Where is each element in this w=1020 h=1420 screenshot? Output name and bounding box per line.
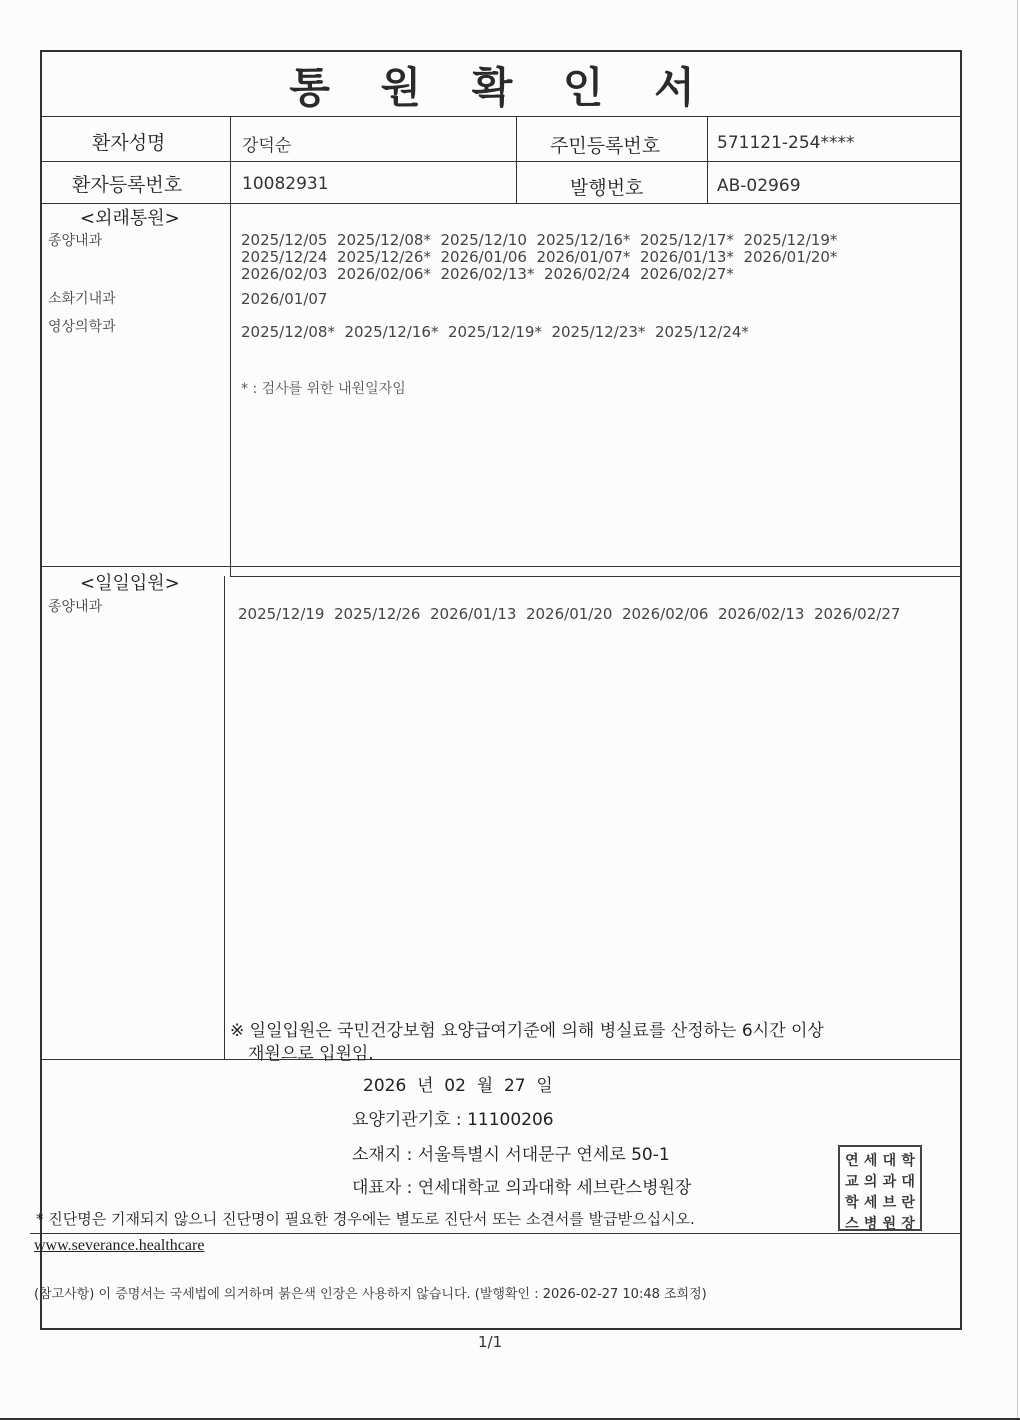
- document-title: 통 원 확 인 서: [289, 63, 713, 112]
- divider: [230, 116, 231, 203]
- patient-reg: 10082931: [242, 174, 329, 194]
- hospital-seal-icon: [838, 1145, 922, 1231]
- representative: 대표자 : 연세대학교 의과대학 세브란스병원장: [352, 1178, 692, 1198]
- issue-no: AB-02969: [717, 176, 801, 196]
- page-number: 1/1: [478, 1333, 503, 1351]
- seal-char: 대: [882, 1153, 897, 1169]
- resident-no-label: 주민등록번호: [550, 135, 661, 157]
- daycare-note: ※ 일일입원은 국민건강보험 요양급여기준에 의해 병실료를 산정하는 6시간 이상: [230, 1021, 824, 1041]
- visit-dates-line: 2025/12/24 2025/12/26* 2026/01/06 2026/01/07* 2026/01/13* 2026/01/20*: [241, 248, 838, 266]
- seal-char: 세: [863, 1195, 878, 1211]
- seal-char: 학: [845, 1195, 859, 1211]
- seal-char: 대: [901, 1174, 915, 1190]
- divider: [40, 116, 962, 117]
- issue-date: 2026 년 02 월 27 일: [363, 1076, 553, 1096]
- seal-char: 교: [845, 1174, 859, 1190]
- divider: [224, 576, 225, 1060]
- seal-char: 장: [901, 1216, 915, 1232]
- divider: [40, 161, 962, 162]
- hospital-address: 소재지 : 서울특별시 서대문구 연세로 50-1: [352, 1145, 670, 1165]
- visit-dates-line: 2025/12/05 2025/12/08* 2025/12/10 2025/12/16* 2025/12/17* 2025/12/19*: [241, 231, 838, 249]
- divider: [707, 116, 708, 203]
- dept-name: 종양내과: [48, 233, 103, 249]
- daycare-dates: 2025/12/19 2025/12/26 2026/01/13 2026/01/20 2026/02/06 2026/02/13 2026/02/27: [238, 605, 901, 623]
- dept-name: 영상의학과: [48, 319, 116, 335]
- dept-name: 소화기내과: [48, 291, 116, 307]
- seal-char: 학: [901, 1153, 915, 1169]
- divider: [230, 566, 231, 576]
- visit-dates-line: 2025/12/08* 2025/12/16* 2025/12/19* 2025/12/23* 2025/12/24*: [241, 323, 749, 341]
- patient-name-label: 환자성명: [92, 132, 166, 154]
- seal-char: 란: [901, 1195, 915, 1211]
- daycare-section-label: <일일입원>: [80, 573, 180, 594]
- seal-char: 스: [845, 1216, 859, 1232]
- divider: [30, 1233, 962, 1234]
- seal-char: 연: [845, 1153, 859, 1169]
- patient-reg-label: 환자등록번호: [72, 174, 183, 196]
- divider: [40, 1059, 962, 1060]
- visit-dates-line: 2026/02/03 2026/02/06* 2026/02/13* 2026/02/24 2026/02/27*: [241, 265, 734, 283]
- divider: [516, 116, 517, 203]
- diagnosis-note: * 진단명은 기재되지 않으니 진단명이 필요한 경우에는 별도로 진단서 또는 소견서를 발급받으십시오.: [36, 1210, 695, 1228]
- resident-no: 571121-254****: [717, 133, 855, 153]
- website-link[interactable]: www.severance.healthcare: [34, 1237, 205, 1254]
- outpatient-section-label: <외래통원>: [80, 208, 180, 229]
- divider: [40, 566, 962, 567]
- scan-edge: [1017, 0, 1018, 1420]
- seal-char: 병: [863, 1216, 878, 1232]
- visit-dates-line: 2026/01/07: [241, 290, 328, 308]
- patient-name: 강덕순: [242, 136, 292, 156]
- exam-visit-note: * : 검사를 위한 내원일자임: [241, 381, 406, 397]
- reference-note: (참고사항) 이 증명서는 국세법에 의거하며 붉은색 인장은 사용하지 않습니다. (발행확인 : 2026-02-27 10:48 조희정): [34, 1287, 707, 1302]
- seal-char: 의: [863, 1174, 878, 1190]
- issue-no-label: 발행번호: [570, 177, 644, 199]
- seal-char: 세: [863, 1153, 878, 1169]
- seal-char: 과: [882, 1174, 897, 1190]
- dept-name: 종양내과: [48, 599, 103, 615]
- institution-code: 요양기관기호 : 11100206: [352, 1110, 554, 1130]
- seal-char: 브: [882, 1195, 897, 1211]
- divider: [230, 576, 962, 577]
- daycare-note-cont: 재원으로 입원임.: [248, 1044, 374, 1064]
- divider: [230, 203, 231, 568]
- seal-char: 원: [882, 1216, 897, 1232]
